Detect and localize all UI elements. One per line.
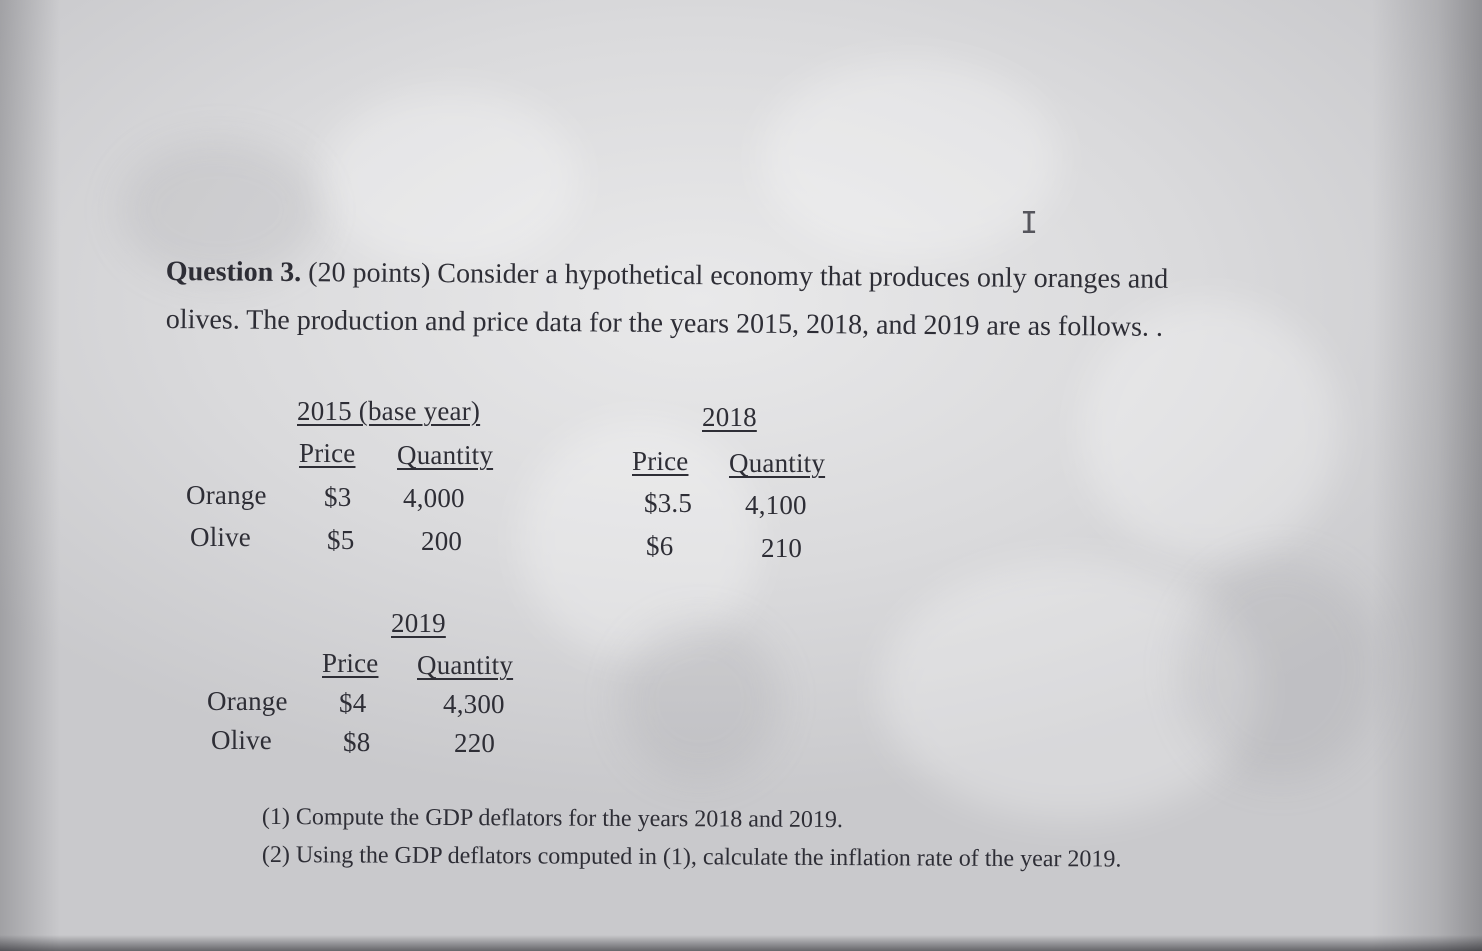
table-2015-price-cell: $3 <box>324 482 352 512</box>
question-text-1: Consider a hypothetical economy that produces only oranges and <box>437 258 1169 295</box>
table-2015-price-header: Price <box>299 438 356 468</box>
question-line-2 <box>166 304 1163 344</box>
table-2018-quantity-cell: 4,100 <box>745 490 807 520</box>
screen-shadow <box>1180 560 1380 780</box>
question-text-2: olives. The production and price data for the years 2015, 2018, and 2019 are as follows. . <box>165 304 1164 343</box>
table-2015-row-label: Orange <box>186 480 267 510</box>
vignette-left <box>0 0 60 951</box>
table-2018-price-cell: $3.5 <box>644 488 693 518</box>
task-item: (2) Using the GDP deflators computed in (1), calculate the inflation rate of the year 2019. <box>261 842 1122 873</box>
table-2019-quantity-cell: 4,300 <box>443 689 505 719</box>
screen-bottom-edge <box>0 935 1482 951</box>
table-2018-quantity-header: Quantity <box>729 448 826 478</box>
table-2019-quantity-cell: 220 <box>454 728 496 758</box>
question-points: (20 points) <box>308 257 431 290</box>
table-2015-quantity-header: Quantity <box>397 440 494 470</box>
table-2015-quantity-cell: 4,000 <box>403 483 465 513</box>
task-item: (1) Compute the GDP deflators for the years 2018 and 2019. <box>261 804 843 834</box>
question-line-1 <box>166 256 1169 296</box>
vignette-right <box>1372 0 1482 951</box>
table-2019-quantity-header: Quantity <box>417 650 514 680</box>
table-2018-quantity-cell: 210 <box>761 533 803 563</box>
screen-shadow <box>620 620 780 780</box>
question-label: Question 3. <box>165 256 302 289</box>
table-2019-title: 2019 <box>391 608 446 638</box>
text-cursor-icon: I <box>1020 206 1039 241</box>
screen-glare <box>760 60 1060 260</box>
table-2015-row-label: Olive <box>190 522 251 552</box>
table-2019-row-label: Olive <box>211 725 272 755</box>
table-2018-price-header: Price <box>632 446 689 476</box>
table-2015-quantity-cell: 200 <box>421 526 463 556</box>
table-2018-price-cell: $6 <box>646 531 674 561</box>
screen-glare <box>320 90 580 270</box>
table-2019-row-label: Orange <box>207 686 288 716</box>
table-2015-price-cell: $5 <box>327 525 355 555</box>
table-2019-price-header: Price <box>322 648 379 678</box>
table-2019-price-cell: $8 <box>343 727 371 757</box>
table-2019-price-cell: $4 <box>339 688 367 718</box>
table-2018-title: 2018 <box>702 402 757 432</box>
table-2015-title: 2015 (base year) <box>297 396 481 426</box>
